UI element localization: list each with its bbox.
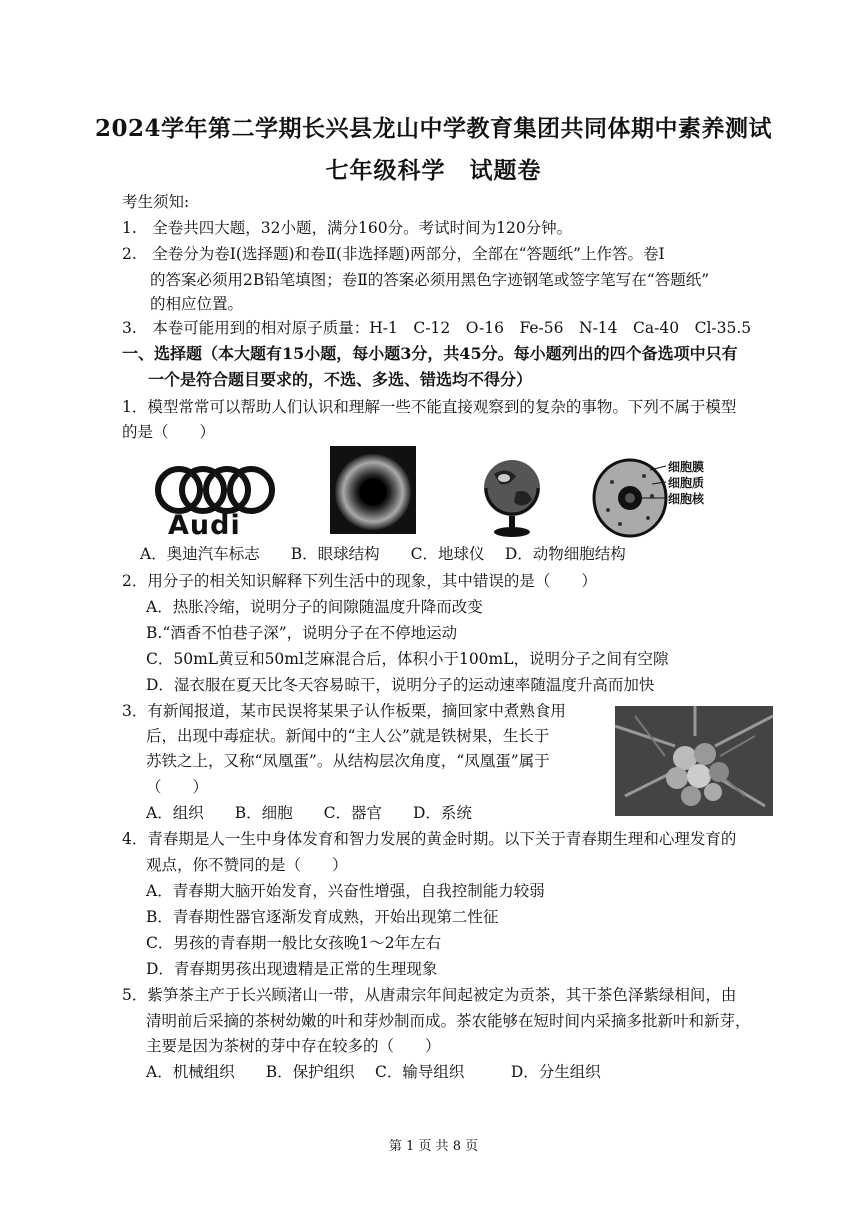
q2-option-a: A．热胀冷缩，说明分子的间隙随温度升降而改变 xyxy=(146,598,483,616)
q5-options: A．机械组织 B．保护组织 C．输导组织 D．分生组织 xyxy=(146,1063,601,1081)
notice-item: 1. 全卷共四大题，32小题，满分160分。考试时间为120分钟。 xyxy=(122,219,573,237)
notice-heading: 考生须知: xyxy=(122,193,190,211)
section-heading: 一、选择题（本大题有15小题，每小题3分，共45分。每小题列出的四个备选项中只有 xyxy=(122,344,738,363)
notice-item: 3. 本卷可能用到的相对原子质量：H-1 C-12 O-16 Fe-56 N-14 Ca-40 Cl-35.5 xyxy=(122,319,752,337)
animal-cell-image xyxy=(590,452,720,540)
q2-option-b: B.“酒香不怕巷子深”，说明分子在不停地运动 xyxy=(146,624,458,642)
section-heading-cont: 一个是符合题目要求的，不选、多选、错选均不得分） xyxy=(148,370,533,389)
notice-item: 2. 全卷分为卷Ⅰ(选择题)和卷Ⅱ(非选择题)两部分，全部在“答题纸”上作答。卷Ⅰ xyxy=(122,245,665,263)
q4-option-b: B．青春期性器官逐渐发育成熟，开始出现第二性征 xyxy=(146,908,499,926)
q3-stem-cont: 后，出现中毒症状。新闻中的“主人公”就是铁树果，生长于 xyxy=(146,727,550,745)
q3-options: A．组织 B．细胞 C．器官 D．系统 xyxy=(146,804,472,822)
cell-label-membrane: 细胞膜 xyxy=(668,460,705,474)
cycad-fruit-image xyxy=(615,706,773,816)
q4-option-c: C．男孩的青春期一般比女孩晚1～2年左右 xyxy=(146,934,442,952)
audi-logo-image xyxy=(150,452,280,544)
q4-stem: 4．青春期是人一生中身体发育和智力发展的黄金时期。以下关于青春期生理和心理发育的 xyxy=(122,830,737,848)
page-title: 2024学年第二学期长兴县龙山中学教育集团共同体期中素养测试 xyxy=(94,115,772,142)
q2-option-c: C．50mL黄豆和50ml芝麻混合后，体积小于100mL，说明分子之间有空隙 xyxy=(146,650,669,668)
q5-stem-cont: 主要是因为茶树的芽中存在较多的（ ） xyxy=(146,1037,441,1055)
q5-stem-cont: 清明前后采摘的茶树幼嫩的叶和芽炒制而成。茶农能够在短时间内采摘多批新叶和新芽， xyxy=(146,1012,751,1030)
globe-image xyxy=(472,452,552,540)
q2-stem: 2．用分子的相关知识解释下列生活中的现象，其中错误的是（ ） xyxy=(122,572,597,590)
q1-stem: 1．模型常常可以帮助人们认识和理解一些不能直接观察到的复杂的事物。下列不属于模型 xyxy=(122,398,737,416)
q1-options: A．奥迪汽车标志 B．眼球结构 C．地球仪 D．动物细胞结构 xyxy=(140,545,626,563)
q5-stem: 5．紫笋茶主产于长兴顾渚山一带，从唐肃宗年间起被定为贡茶，其干茶色泽紫绿相间，由 xyxy=(122,986,737,1004)
q3-stem: 3．有新闻报道，某市民误将某果子认作板栗，摘回家中煮熟食用 xyxy=(122,702,566,720)
q4-option-a: A．青春期大脑开始发育，兴奋性增强，自我控制能力较弱 xyxy=(146,882,545,900)
q3-stem-cont: 苏铁之上，又称“凤凰蛋”。从结构层次角度，“凤凰蛋”属于 xyxy=(146,752,550,770)
q4-option-d: D．青春期男孩出现遗精是正常的生理现象 xyxy=(146,960,438,978)
eyeball-image xyxy=(330,446,416,534)
cell-label-nucleus: 细胞核 xyxy=(668,492,705,506)
q1-stem-cont: 的是（ ） xyxy=(122,423,216,441)
q4-stem-cont: 观点，你不赞同的是（ ） xyxy=(146,856,348,874)
cell-label-cytoplasm: 细胞质 xyxy=(668,476,705,490)
q3-stem-cont: （ ） xyxy=(146,778,209,796)
page-subtitle: 七年级科学 试题卷 xyxy=(325,157,542,184)
notice-item: 的相应位置。 xyxy=(150,295,244,313)
audi-logo-text: Audi xyxy=(168,510,241,541)
page-footer: 第 1 页 共 8 页 xyxy=(388,1139,479,1154)
q2-option-d: D．湿衣服在夏天比冬天容易晾干，说明分子的运动速率随温度升高而加快 xyxy=(146,676,655,694)
notice-item: 的答案必须用2B铅笔填图；卷Ⅱ的答案必须用黑色字迹钢笔或签字笔写在“答题纸” xyxy=(150,271,710,289)
